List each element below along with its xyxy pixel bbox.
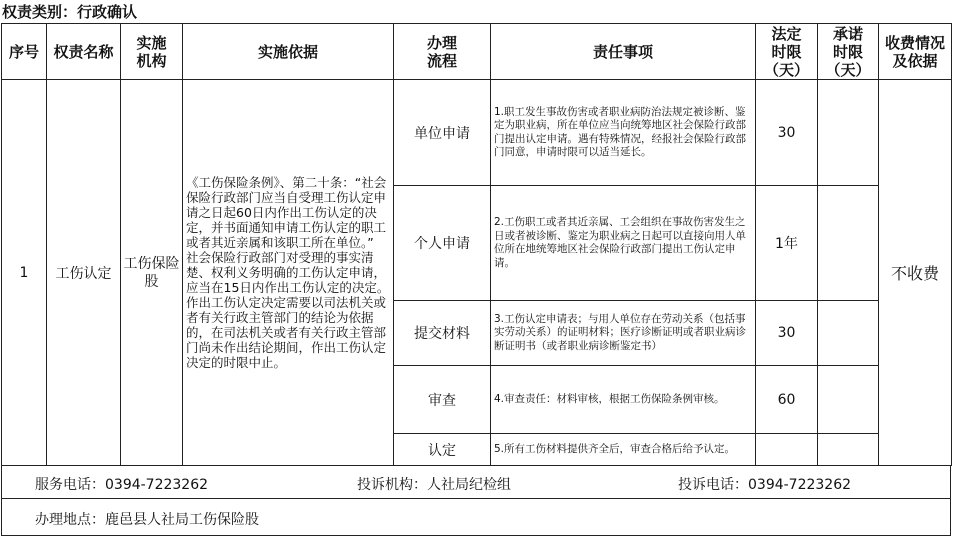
step-flow-5: 认定 [394,434,491,466]
step-legal-days-1: 30 [756,80,818,186]
step-promise-days-3 [818,301,879,366]
category-title: 权责类别：行政确认 [2,3,138,21]
header-legal-line3: （天） [763,60,809,79]
row-name: 工伤认定 [47,80,121,466]
step-legal-days-4: 60 [756,366,818,434]
header-seq: 序号 [2,24,47,80]
complaint-org: 投诉机构：人社局纪检组 [357,477,511,493]
header-duty: 责任事项 [491,24,756,80]
step-promise-days-1 [818,80,879,186]
step-duty-4: 4.审查责任：材料审核，根据工伤保险条例审核。 [491,366,756,434]
header-agency-line2: 机构 [136,51,167,70]
step-duty-5: 5.所有工伤材料提供齐全后，审查合格后给予认定。 [491,434,756,466]
header-promise-limit [818,24,879,80]
header-agency [121,24,183,80]
step-flow-3: 提交材料 [394,301,491,366]
contact-footer [1,466,951,499]
step-duty-2: 2.工伤职工或者其近亲属、工会组织在事故伤害发生之日或者被诊断、鉴定为职业病之日起可以直接向用人单位所在地统筹地区社会保险行政部门提出工伤认定申请。 [491,186,756,301]
header-fee-line2: 及依据 [892,51,938,70]
header-flow [394,24,491,80]
header-legal-line1: 法定 [771,24,802,43]
step-promise-days-2 [818,186,879,301]
table-row [2,80,952,186]
header-promise-line3: （天） [825,60,871,79]
header-legal-limit [756,24,818,80]
step-promise-days-5 [818,434,879,466]
step-flow-4: 审查 [394,366,491,434]
step-duty-1: 1.职工发生事故伤害或者职业病防治法规定被诊断、鉴定为职业病，所在单位应当向统筹地区社会保险行政部门提出认定申请。遇有特殊情况，经报社会保险行政部门同意，申请时限可以适当延长。 [491,80,756,186]
step-duty-3: 3.工伤认定申请表；与用人单位存在劳动关系（包括事实劳动关系）的证明材料；医疗诊断证明或者职业病诊断证明书（或者职业病诊断鉴定书） [491,301,756,366]
header-agency-line1: 实施 [136,33,167,52]
header-name: 权责名称 [47,24,121,80]
row-fee: 不收费 [879,80,952,466]
header-fee [879,24,952,80]
header-row [2,24,952,80]
header-fee-line1: 收费情况 [884,33,945,52]
step-legal-days-2: 1年 [756,186,818,301]
header-basis: 实施依据 [183,24,394,80]
row-basis: 《工伤保险条例》、第二十条：“社会保险行政部门应当自受理工伤认定申请之日起60日内作出工伤认定的决定，并书面通知申请工伤认定的职工或者其近亲属和该职工所在单位。” 社会保险行政部门对受理的事实清楚、权利义务明确的工伤认定申请，应当在15日内作出工伤认定的决定。 作出工伤认定决定需要以司法机关或者有关行政主管部门的结论为依据的，在司法机关或者有关行政主管部门尚未作出结论期间，作出工伤认定决定的时限中止。 [183,80,394,466]
header-flow-line2: 流程 [426,51,457,70]
service-address: 办理地点：鹿邑县人社局工伤保险股 [35,512,259,528]
header-promise-line1: 承诺 [832,24,863,43]
header-promise-line2: 时限 [832,42,863,61]
complaint-phone: 投诉电话：0394-7223262 [678,477,852,493]
header-legal-line2: 时限 [771,42,802,61]
row-agency: 工伤保险股 [121,80,183,466]
header-flow-line1: 办理 [426,33,457,52]
step-promise-days-4 [818,366,879,434]
row-seq: 1 [2,80,47,466]
address-footer [1,499,951,536]
authority-table [1,23,952,466]
step-flow-1: 单位申请 [394,80,491,186]
step-flow-2: 个人申请 [394,186,491,301]
service-phone: 服务电话：0394-7223262 [35,477,209,493]
step-legal-days-5 [756,434,818,466]
step-legal-days-3: 30 [756,301,818,366]
